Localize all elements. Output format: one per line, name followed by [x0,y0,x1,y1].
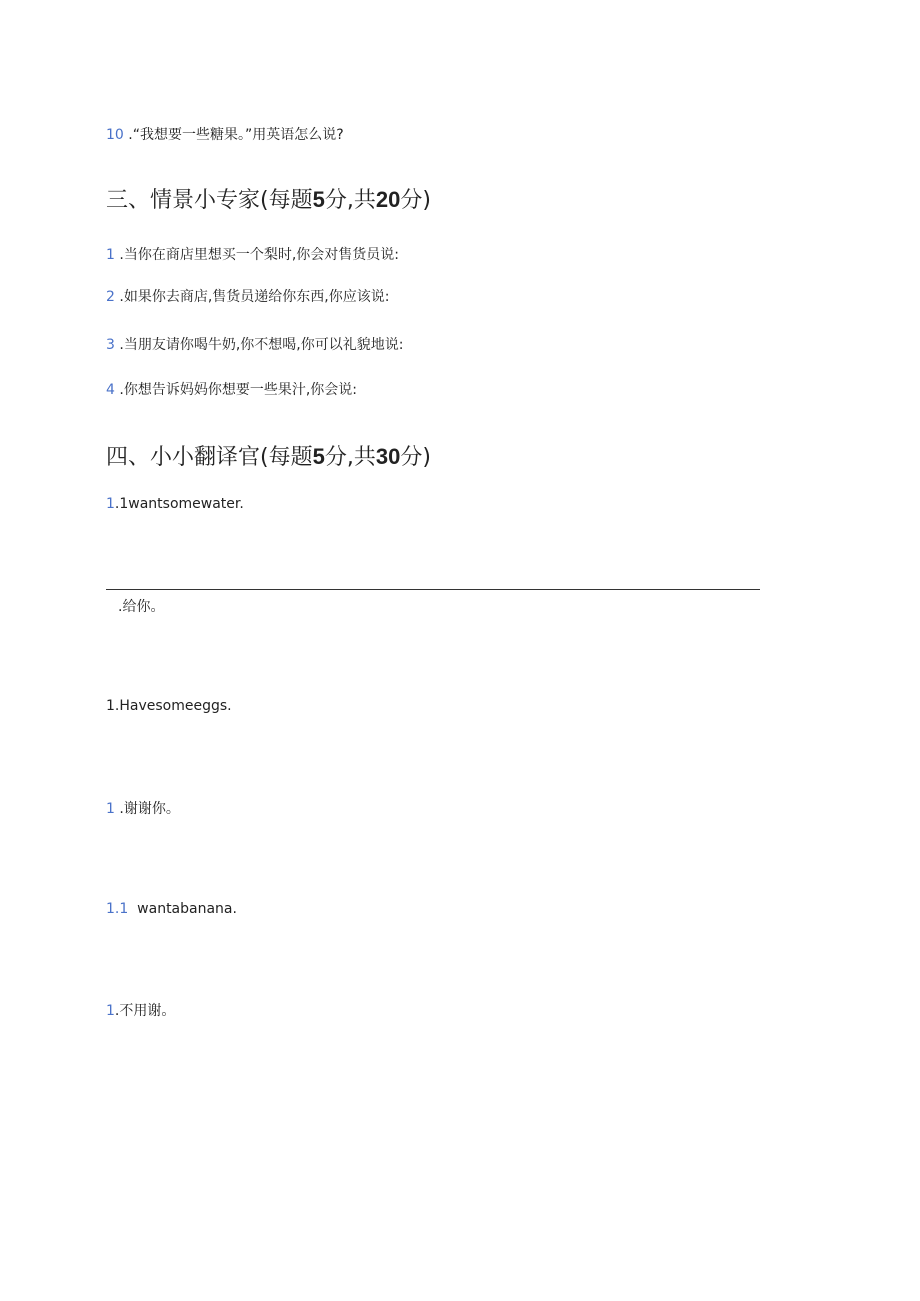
question-text: .你想告诉妈妈你想要一些果汁,你会说: [114,382,357,398]
question-number: 1 [106,247,115,263]
section-points: 5 [312,444,325,469]
section-points: 5 [312,187,325,212]
question-number: 1 [106,1003,115,1019]
question-text: .如果你去商店,售货员递给你东西,你应该说: [114,289,390,305]
situation-question-3 [106,336,403,354]
situation-question-1 [106,246,399,264]
question-text: .不用谢。 [114,1003,176,1019]
question-number: 1 [106,496,115,512]
section-title-part: 分,共 [324,445,376,470]
translation-item-5 [106,900,237,918]
question-number: 4 [106,382,115,398]
question-text: .谢谢你。 [114,801,180,817]
section-3-heading [106,186,431,215]
question-text: .“我想要一些糖果。”用英语怎么说? [123,127,344,143]
question-10 [106,126,344,144]
question-number: 1.1 [106,901,129,917]
question-number: 1 [106,801,115,817]
section-title-part: 分) [400,445,431,470]
situation-question-4 [106,381,357,399]
question-text: .给你。 [118,599,165,615]
translation-item-3 [106,697,232,715]
question-text: 1.Havesomeeggs. [106,698,232,714]
question-text: wantabanana. [128,901,237,917]
answer-line [106,589,760,590]
section-4-heading [106,443,431,472]
section-total: 20 [375,187,401,212]
question-number: 2 [106,289,115,305]
question-text: .1wantsomewater. [114,496,244,512]
translation-item-1 [106,495,244,513]
question-number: 3 [106,337,115,353]
translation-item-6 [106,1002,175,1020]
translation-item-2 [118,598,164,616]
question-text: .当朋友请你喝牛奶,你不想喝,你可以礼貌地说: [114,337,404,353]
section-title-part: 分) [400,188,431,213]
section-title-part: 四、小小翻译官(每题 [106,445,313,470]
question-text: .当你在商店里想买一个梨时,你会对售货员说: [114,247,399,263]
section-total: 30 [375,444,401,469]
question-number: 10 [106,127,124,143]
section-title-part: 三、情景小专家(每题 [106,188,313,213]
section-title-part: 分,共 [324,188,376,213]
translation-item-4 [106,800,180,818]
situation-question-2 [106,288,389,306]
